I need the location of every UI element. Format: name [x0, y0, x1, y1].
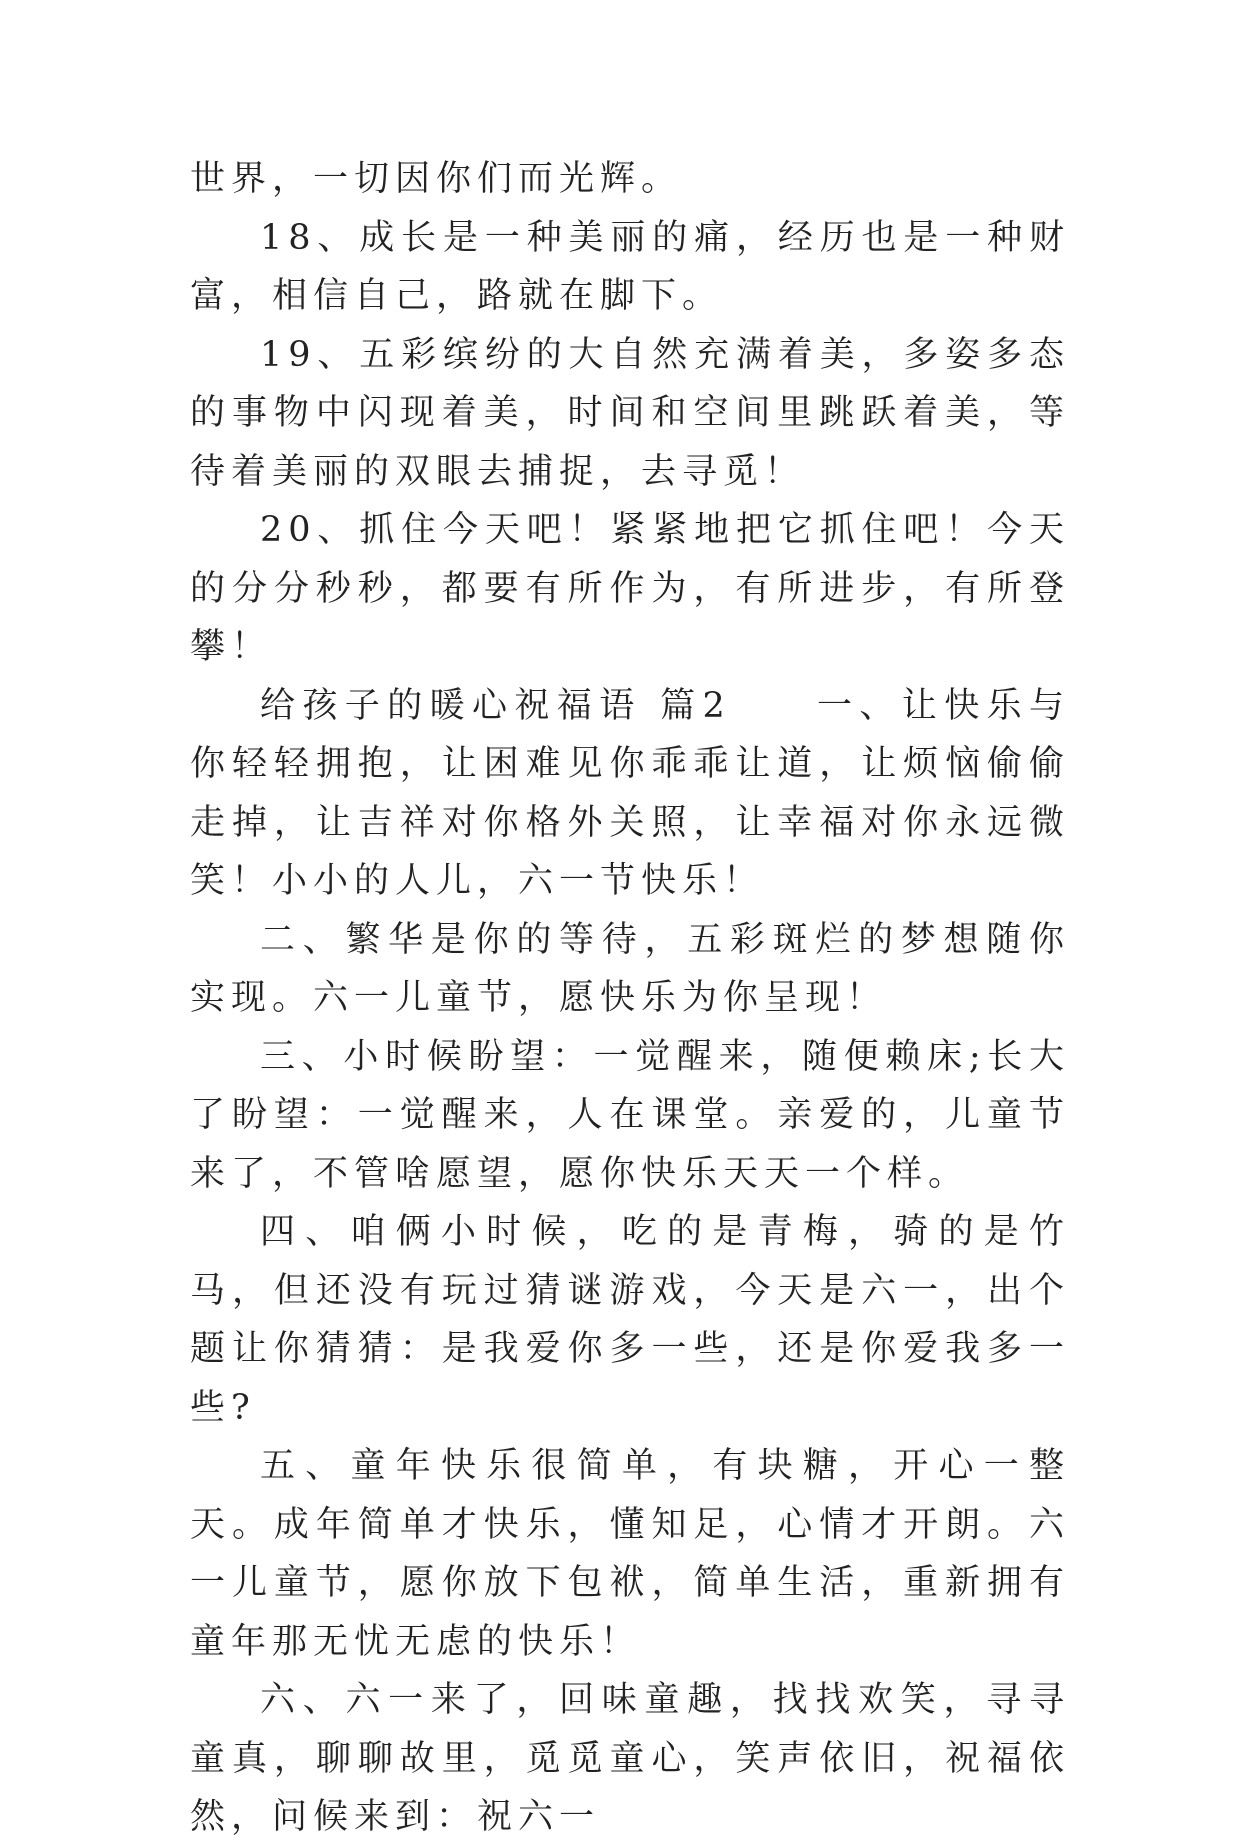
paragraph-item-18: 18、成长是一种美丽的痛，经历也是一种财富，相信自己，路就在脚下。 — [190, 217, 1070, 316]
paragraph-item-4: 四、咱俩小时候，吃的是青梅，骑的是竹马，但还没有玩过猜谜游戏，今天是六一，出个题让你猜猜：是我爱你多一些，还是你爱我多一些? — [190, 1212, 1070, 1428]
paragraph-item-19: 19、五彩缤纷的大自然充满着美，多姿多态的事物中闪现着美，时间和空间里跳跃着美，等待着美丽的双眼去捕捉，去寻觅！ — [190, 334, 1070, 492]
paragraph-item-3: 三、小时候盼望：一觉醒来，随便赖床;长大了盼望：一觉醒来，人在课堂。亲爱的，儿童节来了，不管啥愿望，愿你快乐天天一个样。 — [190, 1036, 1070, 1194]
document-body — [190, 150, 1070, 1847]
paragraph-item-6: 六、六一来了，回味童趣，找找欢笑，寻寻童真，聊聊故里，觅觅童心，笑声依旧，祝福依然，问候来到：祝六一 — [190, 1680, 1070, 1837]
paragraph-item-20: 20、抓住今天吧！紧紧地把它抓住吧！今天的分分秒秒，都要有所作为，有所进步，有所登攀！ — [190, 510, 1070, 667]
paragraph-item-5: 五、童年快乐很简单，有块糖，开心一整天。成年简单才快乐，懂知足，心情才开朗。六一儿童节，愿你放下包袱，简单生活，重新拥有童年那无忧无虑的快乐！ — [190, 1446, 1070, 1662]
paragraph-item-2: 二、繁华是你的等待，五彩斑烂的梦想随你实现。六一儿童节，愿快乐为你呈现！ — [190, 919, 1070, 1018]
paragraph-section-2-item-1: 给孩子的暖心祝福语 篇2 一、让快乐与你轻轻拥抱，让困难见你乖乖让道，让烦恼偷偷走掉，让吉祥对你格外关照，让幸福对你永远微笑！小小的人儿，六一节快乐！ — [190, 685, 1070, 901]
paragraph-continuation: 世界，一切因你们而光辉。 — [190, 159, 683, 199]
